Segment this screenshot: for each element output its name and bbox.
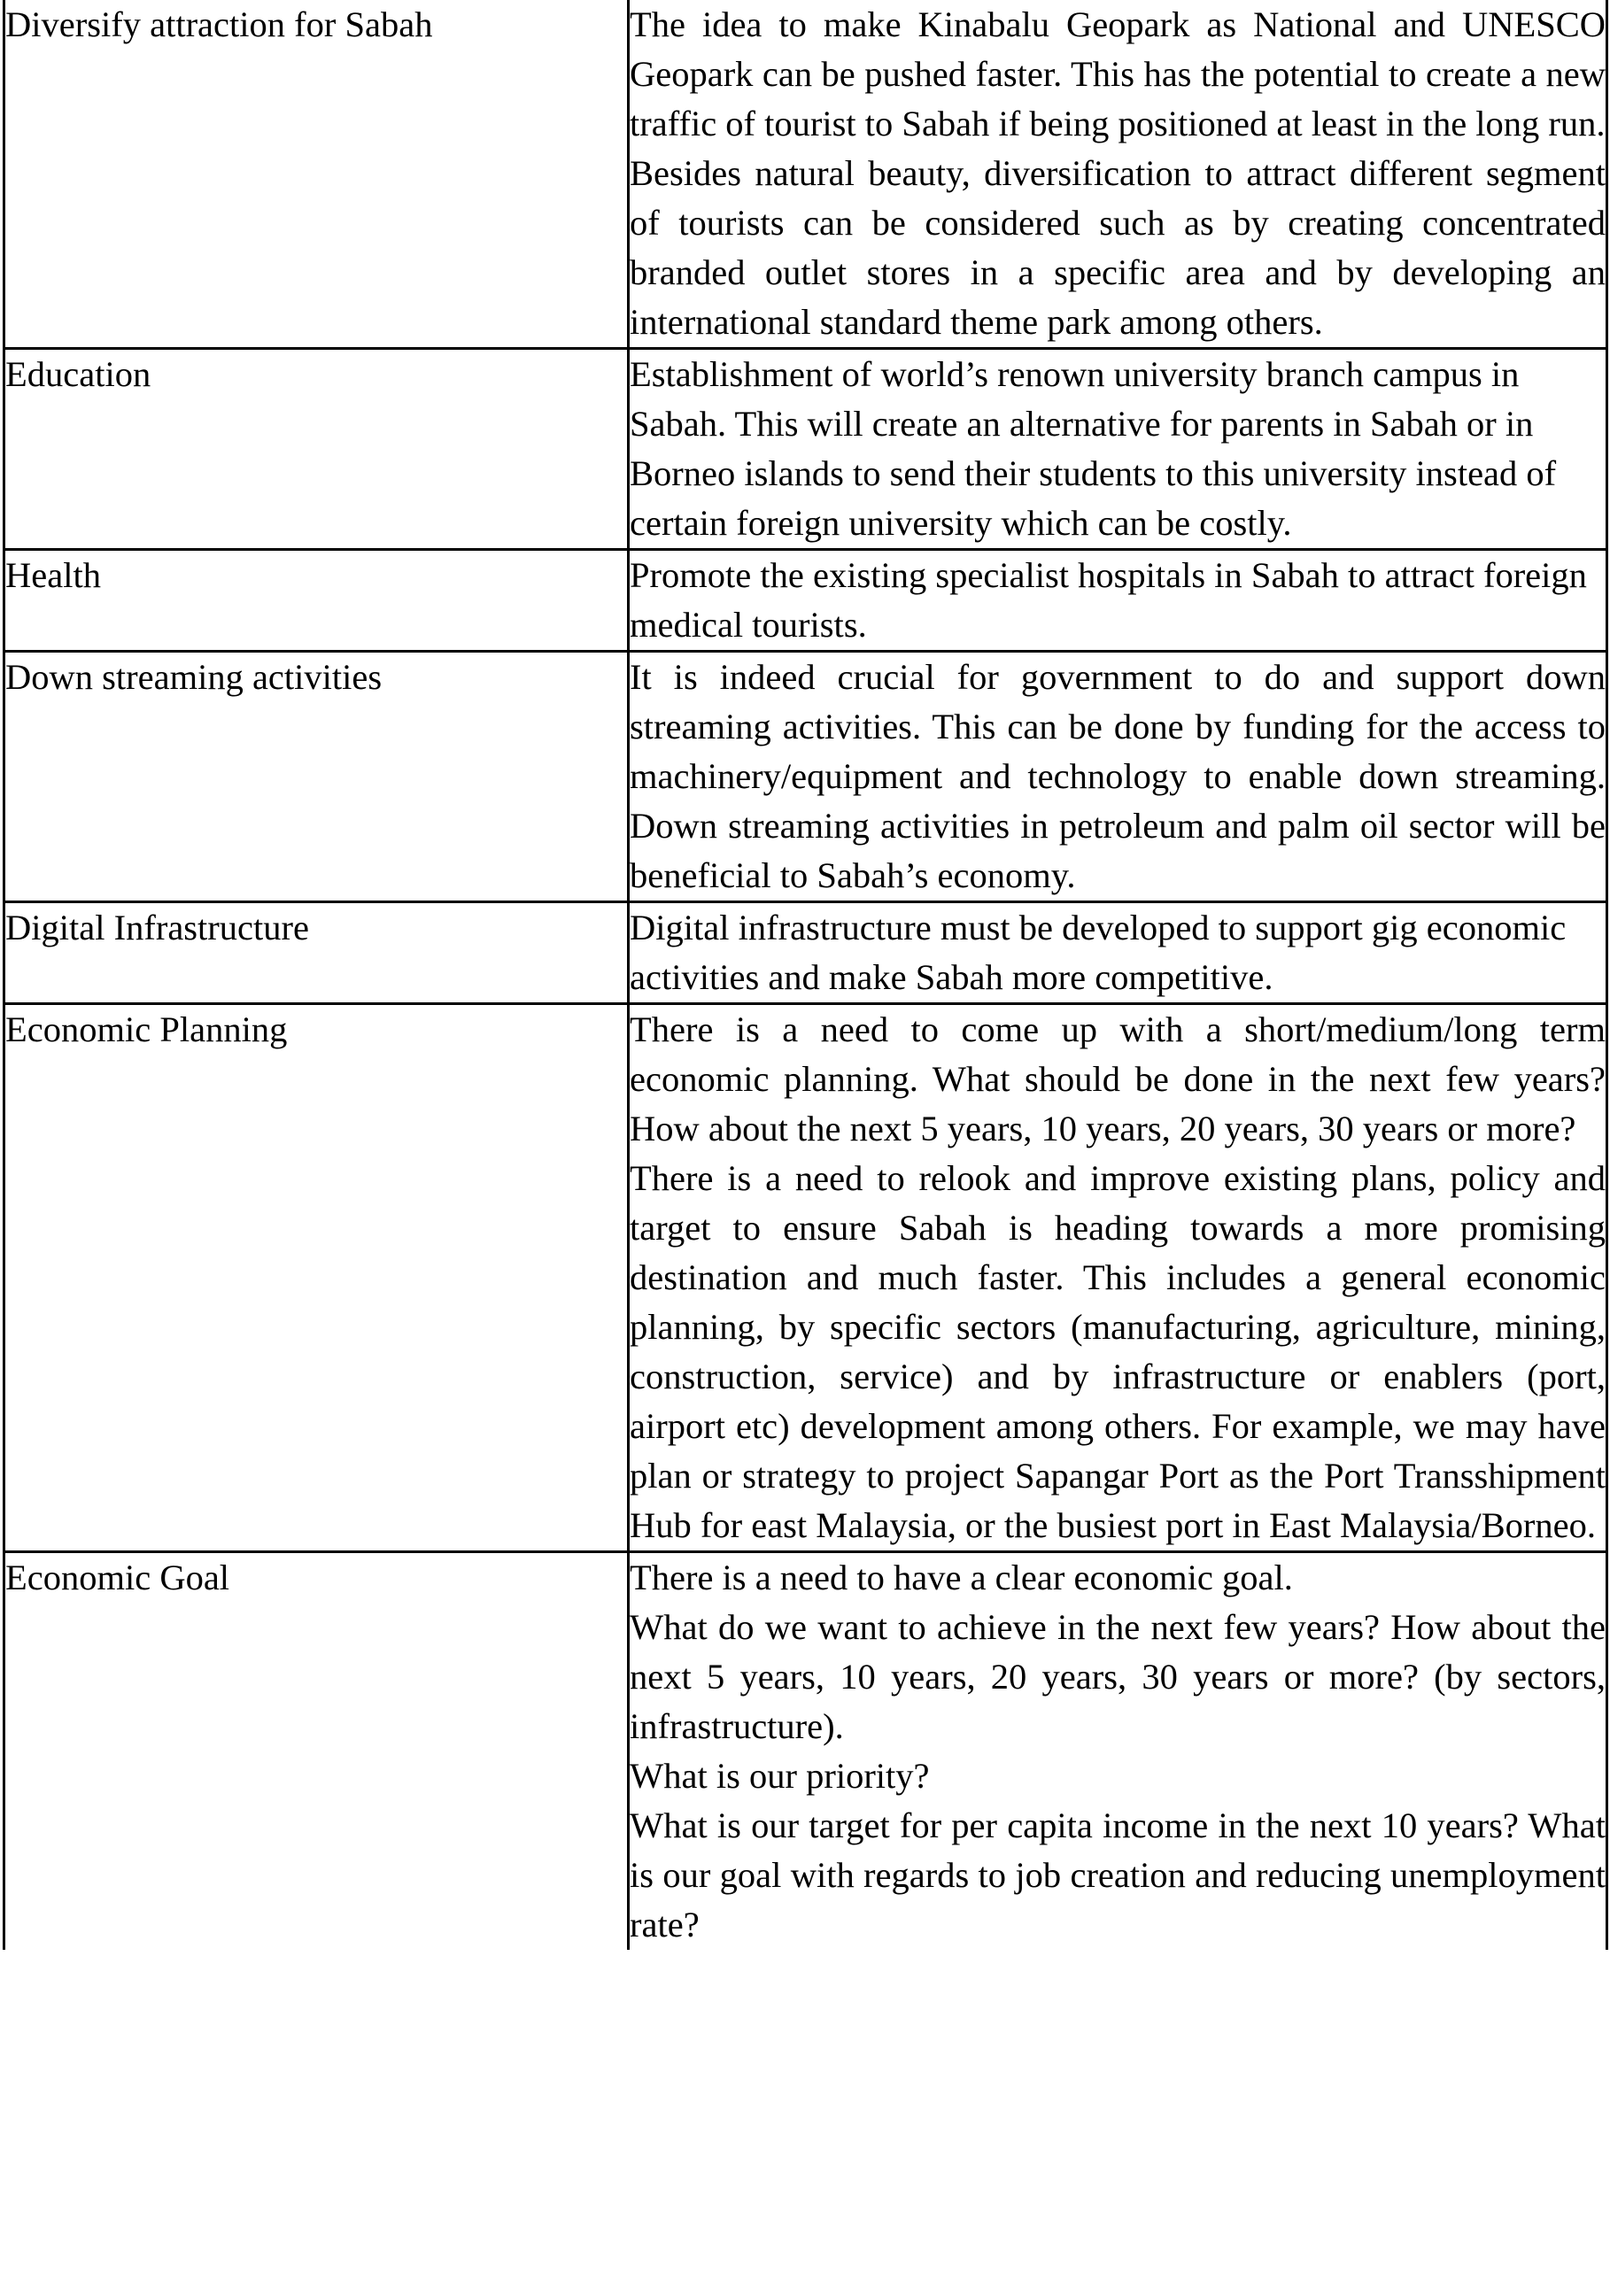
description-paragraph: There is a need to have a clear economic goal. — [630, 1558, 1293, 1597]
row-label: Education — [4, 349, 629, 550]
description-paragraph: Promote the existing specialist hospitals in Sabah to attract foreign medical tourists. — [630, 555, 1587, 645]
description-paragraph: The idea to make Kinabalu Geopark as National and UNESCO Geopark can be pushed faster. This has the potential to create a new traffic of tourist to Sabah if being positioned at least in the long run. — [630, 4, 1606, 143]
description-paragraph: Digital infrastructure must be developed to support gig economic activities and make Sabah more competitive. — [630, 908, 1567, 997]
table-row-digital-infrastructure — [4, 902, 1607, 1004]
table-row-health — [4, 550, 1607, 652]
description-paragraph: What do we want to achieve in the next few years? How about the next 5 years, 10 years, 20 years, 30 years or more? (by sectors, infrastructure). — [630, 1607, 1606, 1746]
row-description — [629, 1552, 1607, 1951]
table-row-economic-goal — [4, 1552, 1607, 1951]
description-paragraph: Establishment of world’s renown university branch campus in Sabah. This will create an alternative for parents in Sabah or in Borneo islands to send their students to this university instead of certain foreign university which can be costly. — [630, 354, 1557, 543]
row-description — [629, 349, 1607, 550]
description-paragraph: It is indeed crucial for government to do and support down streaming activities. This can be done by funding for the access to machinery/equipment and technology to enable down streaming. Down streaming activities in petroleum and palm oil sector will be beneficial to Sabah’s economy. — [630, 657, 1606, 895]
row-description — [629, 1004, 1607, 1552]
description-paragraph: There is a need to relook and improve existing plans, policy and target to ensure Sabah is heading towards a more promising destination and much faster. This includes a general economic planning, by specific sectors (manufacturing, agriculture, mining, construction, service) and by infrastructure or enablers (port, airport etc) development among others. For example, we may have plan or strategy to project Sapangar Port as the Port Transshipment Hub for east Malaysia, or the busiest port in East Malaysia/Borneo. — [630, 1158, 1606, 1545]
row-description — [629, 652, 1607, 902]
row-label: Health — [4, 550, 629, 652]
table-row-education — [4, 349, 1607, 550]
row-label: Economic Planning — [4, 1004, 629, 1552]
table-row-down-streaming — [4, 652, 1607, 902]
row-description — [629, 0, 1607, 349]
description-paragraph: Besides natural beauty, diversification to attract different segment of tourists can be considered such as by creating concentrated branded outlet stores in a specific area and by developing an international standard theme park among others. — [630, 153, 1606, 342]
table-row-diversify-attraction — [4, 0, 1607, 349]
description-paragraph: There is a need to come up with a short/medium/long term economic planning. What should be done in the next few years? How about the next 5 years, 10 years, 20 years, 30 years or more? — [630, 1009, 1606, 1148]
table-row-economic-planning — [4, 1004, 1607, 1552]
row-label: Down streaming activities — [4, 652, 629, 902]
row-description — [629, 902, 1607, 1004]
description-paragraph: What is our priority? — [630, 1756, 930, 1796]
row-description — [629, 550, 1607, 652]
row-label: Economic Goal — [4, 1552, 629, 1951]
table-body — [4, 0, 1607, 1950]
row-label: Diversify attraction for Sabah — [4, 0, 629, 349]
row-label: Digital Infrastructure — [4, 902, 629, 1004]
description-paragraph: What is our target for per capita income in the next 10 years? What is our goal with regards to job creation and reducing unemployment rate? — [630, 1805, 1606, 1944]
recommendations-table — [3, 0, 1608, 1950]
